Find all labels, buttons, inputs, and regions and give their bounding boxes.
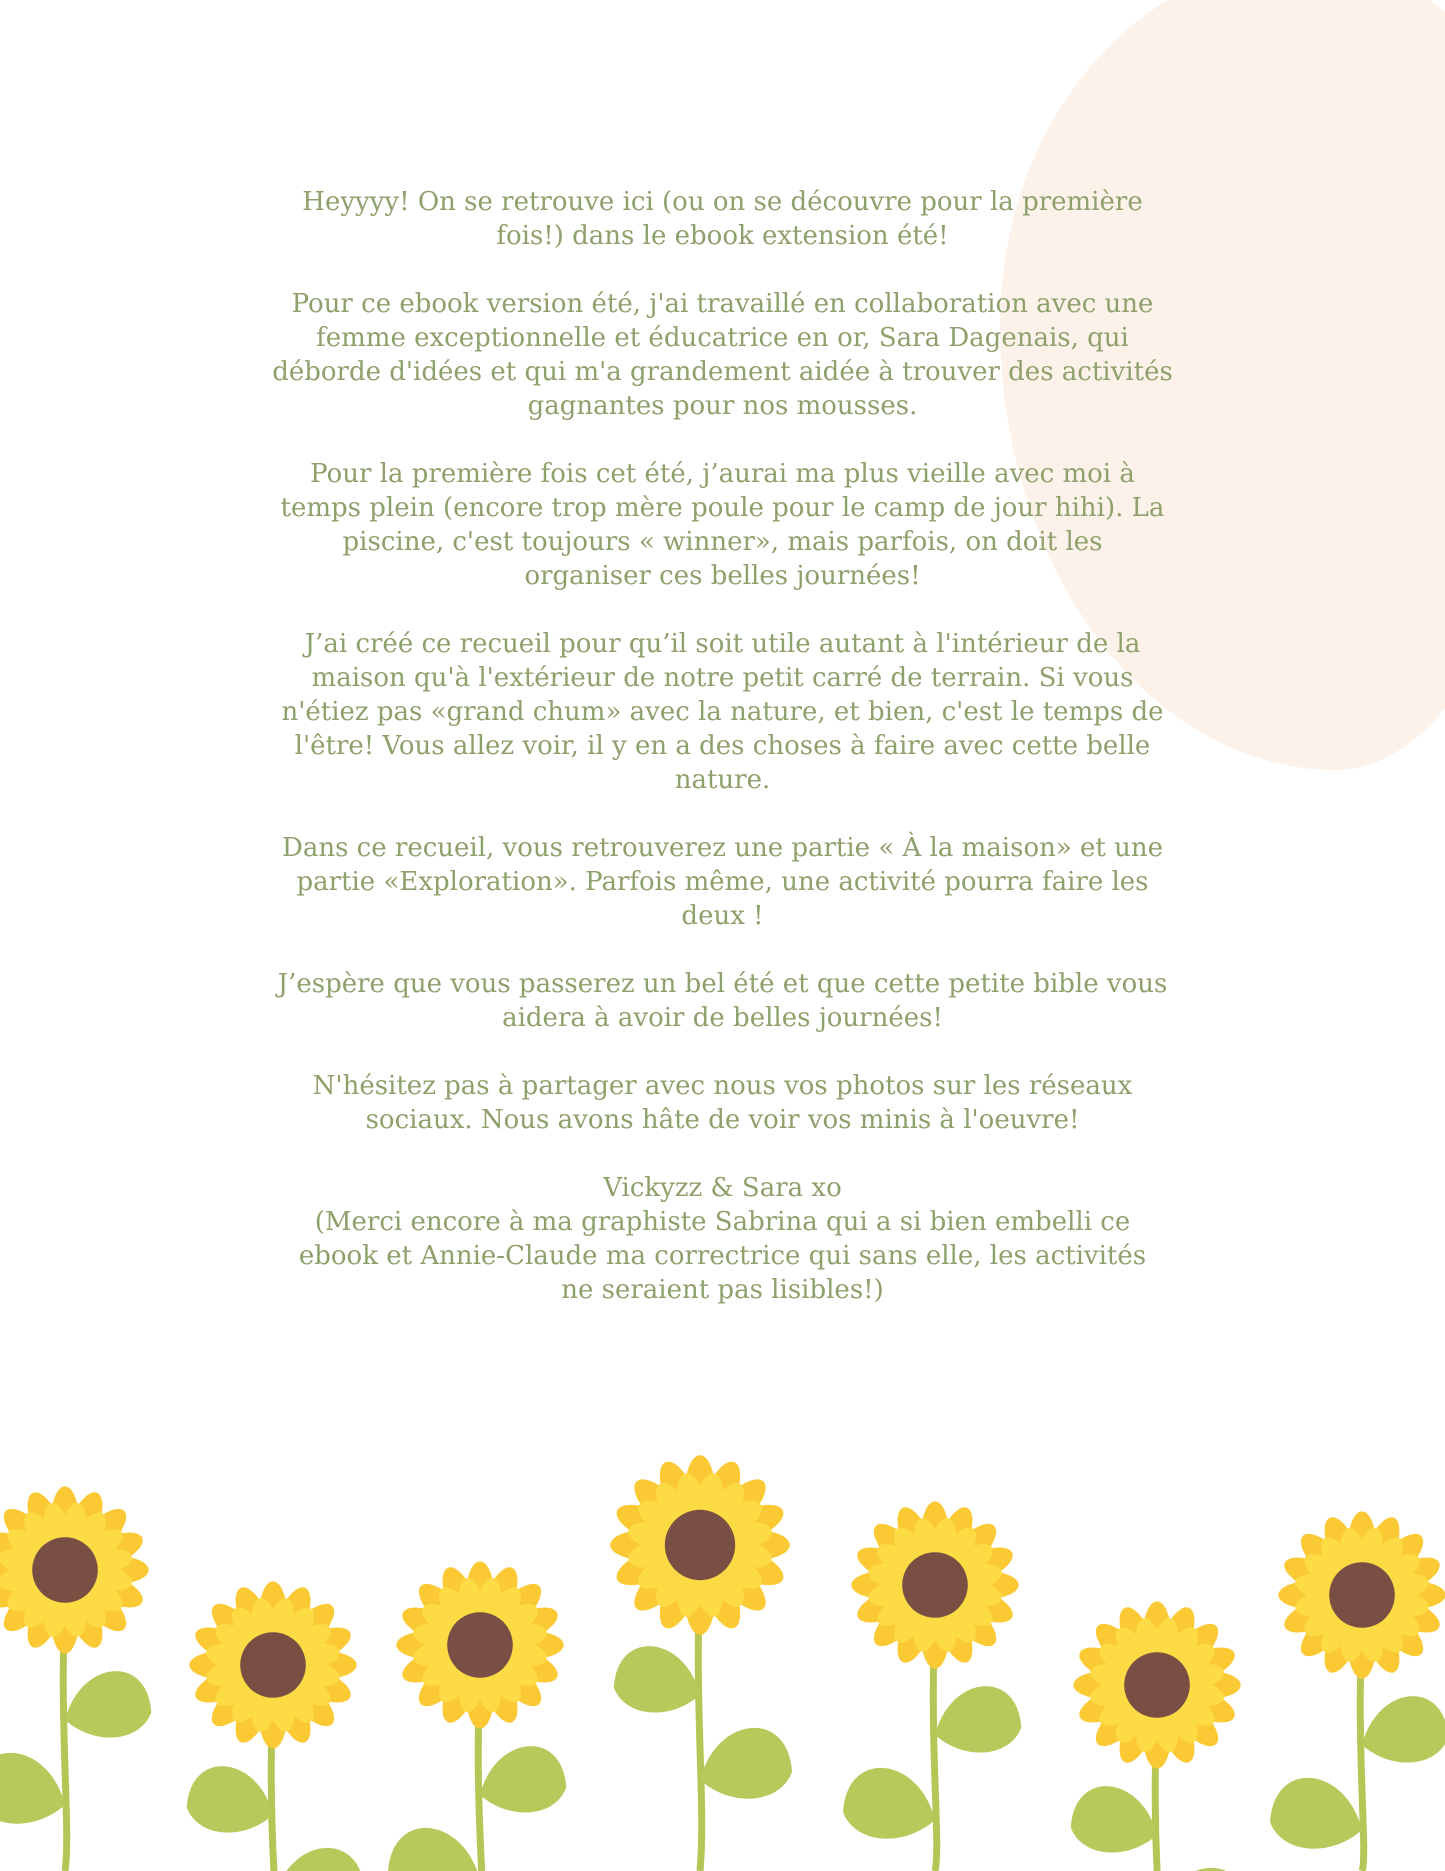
text-line: piscine, c'est toujours « winner», mais parfois, on doit les: [342, 527, 1103, 557]
paragraph-5: [200, 831, 1245, 933]
leaf-icon: [1270, 1778, 1362, 1849]
leaf-icon: [480, 1746, 566, 1812]
paragraph-1: [200, 185, 1245, 253]
text-line: N'hésitez pas à partager avec nous vos photos sur les réseaux: [312, 1071, 1133, 1101]
paragraph-6: [200, 967, 1245, 1035]
text-line: Heyyyy! On se retrouve ici (ou on se découvre pour la première: [302, 187, 1143, 217]
signature-block: [200, 1171, 1245, 1307]
sunflower-border: [0, 1420, 1445, 1871]
leaf-icon: [65, 1671, 151, 1737]
paragraph-4: [200, 627, 1245, 797]
flower-center: [665, 1510, 735, 1580]
text-line: deux !: [681, 901, 764, 931]
flower-center: [240, 1632, 306, 1698]
sunflower-icon: [843, 1501, 1021, 1871]
leaf-icon: [273, 1848, 365, 1871]
flower-center: [1124, 1652, 1190, 1718]
leaf-icon: [935, 1686, 1021, 1752]
leaf-icon: [0, 1753, 65, 1824]
flower-center: [32, 1537, 98, 1603]
signature: Vickyzz & Sara xo: [603, 1173, 842, 1203]
leaf-icon: [843, 1768, 935, 1839]
text-line: maison qu'à l'extérieur de notre petit carré de terrain. Si vous: [311, 663, 1134, 693]
sunflower-icon: [388, 1561, 566, 1871]
text-line: l'être! Vous allez voir, il y en a des choses à faire avec cette belle: [294, 731, 1151, 761]
text-line: ebook et Annie-Claude ma correctrice qui sans elle, les activités: [298, 1241, 1147, 1271]
text-line: Dans ce recueil, vous retrouverez une partie « À la maison» et une: [281, 833, 1163, 863]
leaf-icon: [1362, 1696, 1445, 1762]
text-line: gagnantes pour nos mousses.: [527, 391, 918, 421]
text-line: femme exceptionnelle et éducatrice en or, Sara Dagenais, qui: [316, 323, 1129, 353]
sunflower-icon: [1270, 1511, 1445, 1871]
sunflower-icon: [610, 1455, 792, 1871]
text-line: Pour ce ebook version été, j'ai travaillé en collaboration avec une: [291, 289, 1154, 319]
text-line: nature.: [674, 765, 771, 795]
text-line: J’espère que vous passerez un bel été et que cette petite bible vous: [277, 969, 1168, 999]
flower-center: [447, 1612, 513, 1678]
text-line: fois!) dans le ebook extension été!: [496, 221, 949, 251]
flower-center: [902, 1552, 968, 1618]
flower-center: [1329, 1562, 1395, 1628]
text-line: n'étiez pas «grand chum» avec la nature, et bien, c'est le temps de: [281, 697, 1164, 727]
leaf-icon: [187, 1766, 273, 1832]
paragraph-7: [200, 1069, 1245, 1137]
leaf-icon: [614, 1646, 700, 1712]
sunflower-icon: [187, 1581, 365, 1871]
paragraph-3: [200, 457, 1245, 593]
text-line: J’ai créé ce recueil pour qu’il soit utile autant à l'intérieur de la: [304, 629, 1141, 659]
intro-letter: [200, 185, 1245, 1307]
leaf-icon: [388, 1828, 480, 1871]
text-line: déborde d'idées et qui m'a grandement aidée à trouver des activités: [272, 357, 1173, 387]
leaf-icon: [1071, 1786, 1157, 1852]
text-line: sociaux. Nous avons hâte de voir vos minis à l'oeuvre!: [365, 1105, 1080, 1135]
sunflower-icon: [0, 1486, 151, 1871]
paragraph-2: [200, 287, 1245, 423]
sunflower-icon: [1071, 1601, 1249, 1871]
text-line: Pour la première fois cet été, j’aurai ma plus vieille avec moi à: [310, 459, 1135, 489]
text-line: temps plein (encore trop mère poule pour le camp de jour hihi). La: [280, 493, 1165, 523]
text-line: organiser ces belles journées!: [524, 561, 921, 591]
text-line: (Merci encore à ma graphiste Sabrina qui a si bien embelli ce: [314, 1207, 1131, 1237]
text-line: aidera à avoir de belles journées!: [502, 1003, 943, 1033]
text-line: ne seraient pas lisibles!): [561, 1275, 884, 1305]
text-line: partie «Exploration». Parfois même, une activité pourra faire les: [296, 867, 1149, 897]
leaf-icon: [700, 1728, 792, 1799]
